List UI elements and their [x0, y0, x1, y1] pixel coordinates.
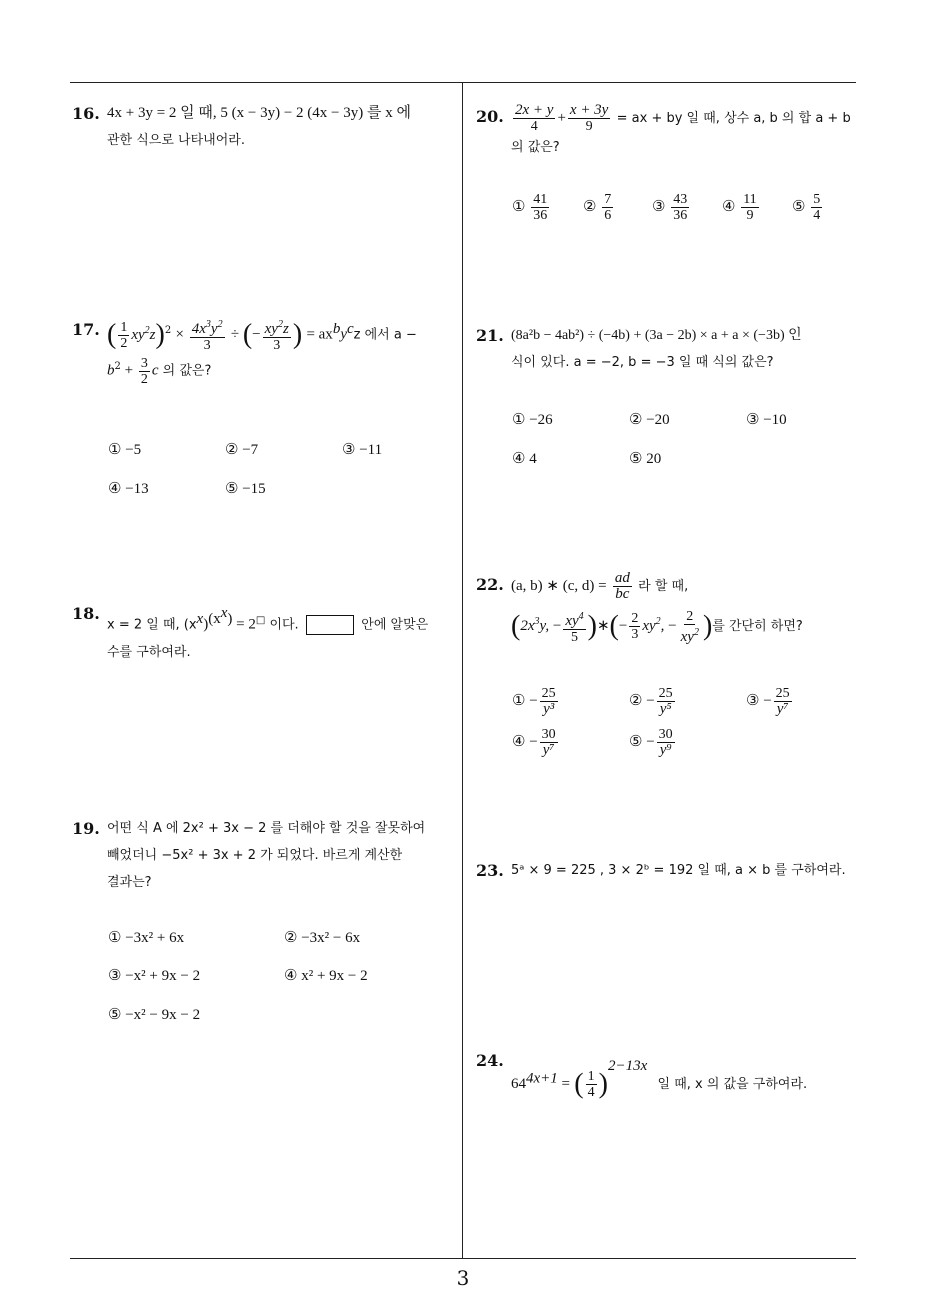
question-text-line-2: 식이 있다. a = −2, b = −3 일 때 식의 값은?	[511, 355, 774, 370]
choice-1[interactable]: ① −26	[512, 412, 553, 428]
question-text-line-1: (a, b) ∗ (c, d) = $\frac{ad}{bc}$ 라 할 때,	[511, 570, 689, 602]
choice-2[interactable]: ② $\frac{7}{6}$	[583, 192, 612, 223]
question-number: 22.	[476, 575, 504, 594]
choice-1[interactable]: ① −3x² + 6x	[108, 930, 185, 946]
question-16	[72, 100, 457, 154]
question-text-line-2: 수를 구하여라.	[107, 644, 191, 660]
question-text-line-2: 의 값은?	[511, 140, 560, 155]
question-text-line-2: $b^2$ + $\frac{3}{2}$ c 의 값은?	[107, 355, 212, 387]
choice-2[interactable]: ② −3x² − 6x	[284, 930, 361, 946]
page-number: 3	[456, 1266, 470, 1290]
question-18	[72, 600, 457, 666]
question-24	[476, 1047, 861, 1100]
question-text-line-1: 4x + 3y = 2 일 때, 5 (x − 3y) − 2 (4x − 3y) 를 x 에	[107, 105, 411, 121]
bottom-rule	[70, 1258, 856, 1259]
question-text-line-1: x = 2 일 때, $(x^x)^{(x^x)} = 2^□$ 이다. 안에 알맞은	[107, 600, 457, 639]
question-21	[476, 322, 861, 376]
question-text-line-1: ( $\frac{1}{2}$ $xy^2z)^2$ × $\frac{4x^3y^2}{3}$ ÷ (− $\frac{xy^2z}{3}$ ) = $ax^by^cz$ 에서 a −	[107, 319, 417, 353]
choice-5[interactable]: ⑤ −15	[225, 481, 266, 497]
question-number: 20.	[476, 107, 504, 126]
question-number: 24.	[476, 1051, 504, 1070]
question-20	[476, 103, 861, 161]
choice-4[interactable]: ④ −13	[108, 481, 149, 497]
question-22	[476, 571, 861, 645]
choice-1[interactable]: ① $\frac{41}{36}$	[512, 192, 548, 223]
question-17	[72, 316, 457, 387]
choice-2[interactable]: ② −7	[225, 442, 259, 458]
question-text-line-1: $\frac{2x + y}{4}$ + $\frac{x + 3y}{9}$ = ax + by 일 때, 상수 a, b 의 합 a + b	[515, 102, 851, 134]
question-23	[476, 857, 861, 884]
choice-1[interactable]: ① −5	[108, 442, 142, 458]
choice-5[interactable]: ⑤ − $\frac{30}{\text{y⁹}}$	[629, 727, 673, 758]
question-number: 19.	[72, 819, 100, 838]
question-number: 18.	[72, 604, 100, 623]
question-number: 21.	[476, 326, 504, 345]
question-text-line-2: 빼었더니 −5x² + 3x + 2 가 되었다. 바르게 계산한	[107, 848, 403, 863]
choice-5[interactable]: ⑤ 20	[629, 451, 662, 467]
question-text-line-2: ($2x^3y$, − $\frac{xy^4}{5}$ )∗(− $\frac{2}{3}$ $xy^2$, − $\frac{2}{xy^2}$ )를 간단히 하면?	[511, 608, 803, 645]
question-number: 16.	[72, 104, 100, 123]
question-text-line-1: 5ᵃ × 9 = 225 , 3 × 2ᵇ = 192 일 때, a × b 를 구하여라.	[511, 863, 846, 878]
choice-3[interactable]: ③ −x² + 9x − 2	[108, 968, 201, 984]
choice-4[interactable]: ④ $\frac{11}{9}$	[722, 192, 757, 223]
question-text-line-1: $64^{4x+1}$ = ( $\frac{1}{4}$ )$^{2-13x}$ 일 때, x 의 값을 구하여라.	[511, 1058, 808, 1100]
answer-box[interactable]	[306, 615, 354, 635]
choice-5[interactable]: ⑤ −x² − 9x − 2	[108, 1007, 201, 1023]
question-19	[72, 815, 457, 896]
choice-3[interactable]: ③ −11	[342, 442, 383, 458]
question-text-line-3: 결과는?	[107, 875, 152, 890]
choice-2[interactable]: ② − $\frac{25}{\text{y⁵}}$	[629, 686, 673, 717]
question-number: 17.	[72, 320, 100, 339]
choice-4[interactable]: ④ x² + 9x − 2	[284, 968, 368, 984]
choice-5[interactable]: ⑤ $\frac{5}{4}$	[792, 192, 821, 223]
question-number: 23.	[476, 861, 504, 880]
choice-3[interactable]: ③ −10	[746, 412, 787, 428]
choice-3[interactable]: ③ $\frac{43}{36}$	[652, 192, 688, 223]
choice-4[interactable]: ④ 4	[512, 451, 537, 467]
column-divider	[462, 82, 463, 1258]
question-text-line-2: 관한 식으로 나타내어라.	[107, 133, 245, 148]
question-text-line-1: 어떤 식 A 에 2x² + 3x − 2 를 더해야 할 것을 잘못하여	[107, 821, 426, 836]
question-text-line-1: (8a²b − 4ab²) ÷ (−4b) + (3a − 2b) × a + a × (−3b) 인	[511, 328, 802, 343]
choice-2[interactable]: ② −20	[629, 412, 670, 428]
choice-1[interactable]: ① − $\frac{25}{\text{y³}}$	[512, 686, 556, 717]
top-rule	[70, 82, 856, 83]
choice-3[interactable]: ③ − $\frac{25}{\text{y⁷}}$	[746, 686, 790, 717]
choice-4[interactable]: ④ − $\frac{30}{\text{y⁷}}$	[512, 727, 556, 758]
